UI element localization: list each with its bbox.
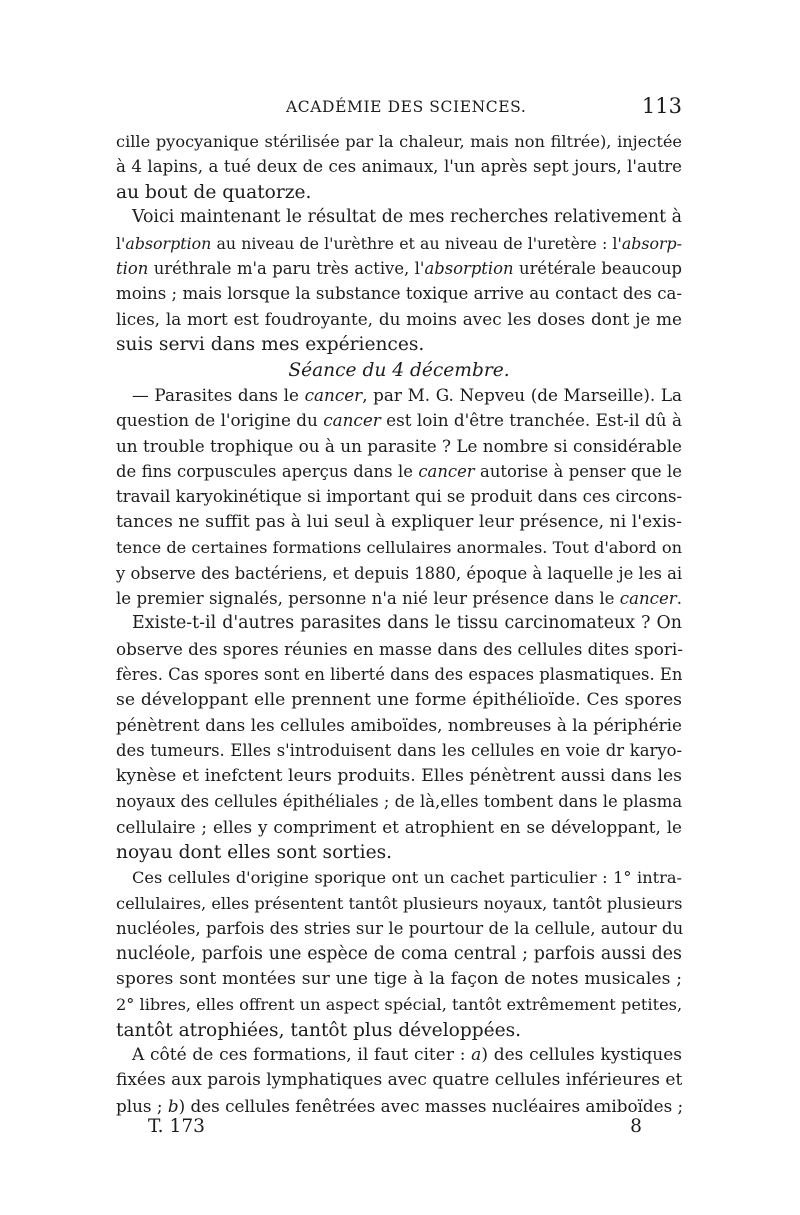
text-line: Séance du 4 décembre. <box>288 359 510 381</box>
text-line: A côté de ces formations, il faut citer : a) des cellules kystiques <box>132 1045 682 1066</box>
text-line: moins ; mais lorsque la substance toxique arrive au contact des ca- <box>116 284 682 304</box>
text-line: tantôt atrophiées, tantôt plus développées. <box>116 1019 522 1041</box>
text-line: spores sont montées sur une tige à la façon de notes musicales ; <box>116 968 682 989</box>
text-line: se développant elle prennent une forme épithélioïde. Ces spores <box>116 689 682 710</box>
text-line: fères. Cas spores sont en liberté dans des espaces plasmatiques. En <box>116 665 683 685</box>
text-line: observe des spores réunies en masse dans des cellules dites spori- <box>116 638 683 659</box>
text-line: pénètrent dans les cellules amiboïdes, nombreuses à la périphérie <box>116 714 682 735</box>
text-line: Voici maintenant le résultat de mes recherches relativement à <box>132 207 682 228</box>
page-number: 113 <box>641 94 682 118</box>
signature-mark-left: T. 173 <box>148 1116 205 1137</box>
text-line: tence de certaines formations cellulaires anormales. Tout d'abord on <box>116 538 682 558</box>
text-line: cellulaire ; elles y compriment et atrophient en se développant, le <box>116 816 682 837</box>
text-line: lices, la mort est foudroyante, du moins avec les doses dont je me <box>116 308 682 329</box>
text-line: nucléoles, parfois des stries sur le pourtour de la cellule, autour du <box>116 919 684 939</box>
text-line: travail karyokinétique si important qui se produit dans ces circons- <box>116 487 683 507</box>
body-text <box>116 129 682 1119</box>
text-line: Existe-t-il d'autres parasites dans le tissu carcinomateux ? On <box>132 613 682 634</box>
text-line: le premier signalés, personne n'a nié leur présence dans le cancer. <box>116 589 682 609</box>
text-line: Ces cellules d'origine sporique ont un cachet particulier : 1° intra- <box>132 868 682 888</box>
page-header <box>116 94 682 122</box>
text-line: des tumeurs. Elles s'introduisent dans les cellules en voie dr karyo- <box>116 741 682 761</box>
text-line: — Parasites dans le cancer, par M. G. Nepveu (de Marseille). La <box>132 384 683 405</box>
text-line: plus ; b) des cellules fenêtrées avec masses nucléaires amiboïdes ; <box>116 1095 684 1116</box>
signature-mark-right: 8 <box>630 1116 642 1137</box>
text-line: cellulaires, elles présentent tantôt plusieurs noyaux, tantôt plusieurs <box>116 893 683 913</box>
running-title: ACADÉMIE DES SCIENCES. <box>286 98 527 116</box>
page-footer <box>148 1116 642 1142</box>
text-line: un trouble trophique ou à un parasite ? Le nombre si considérable <box>116 435 682 456</box>
text-line: au bout de quatorze. <box>116 181 312 203</box>
text-line: noyau dont elles sont sorties. <box>116 841 393 863</box>
text-line: y observe des bactériens, et depuis 1880, époque à laquelle je les ai <box>116 563 683 583</box>
text-line: 2° libres, elles offrent un aspect spécial, tantôt extrêmement petites, <box>116 995 683 1015</box>
text-line: tances ne suffit pas à lui seul à expliquer leur présence, ni l'exis- <box>116 511 682 532</box>
text-line: kynèse et inefctent leurs produits. Elles pénètrent aussi dans les <box>116 765 682 786</box>
text-line: fixées aux parois lymphatiques avec quatre cellules inférieures et <box>116 1070 683 1091</box>
text-line: question de l'origine du cancer est loin d'être tranchée. Est-il dû à <box>116 410 682 431</box>
text-line: de fins corpuscules aperçus dans le cancer autorise à penser que le <box>116 462 683 482</box>
text-line: tion uréthrale m'a paru très active, l'absorption urétérale beaucoup <box>116 258 682 278</box>
text-line: suis servi dans mes expériences. <box>116 334 425 356</box>
text-line: cille pyocyanique stérilisée par la chaleur, mais non filtrée), injectée <box>116 132 682 151</box>
text-line: à 4 lapins, a tué deux de ces animaux, l'un après sept jours, l'autre <box>116 157 682 177</box>
text-line: noyaux des cellules épithéliales ; de là,elles tombent dans le plasma <box>116 792 683 812</box>
text-line: nucléole, parfois une espèce de coma central ; parfois aussi des <box>116 943 682 964</box>
text-line: l'absorption au niveau de l'urèthre et au niveau de l'uretère : l'absorp- <box>116 233 682 253</box>
